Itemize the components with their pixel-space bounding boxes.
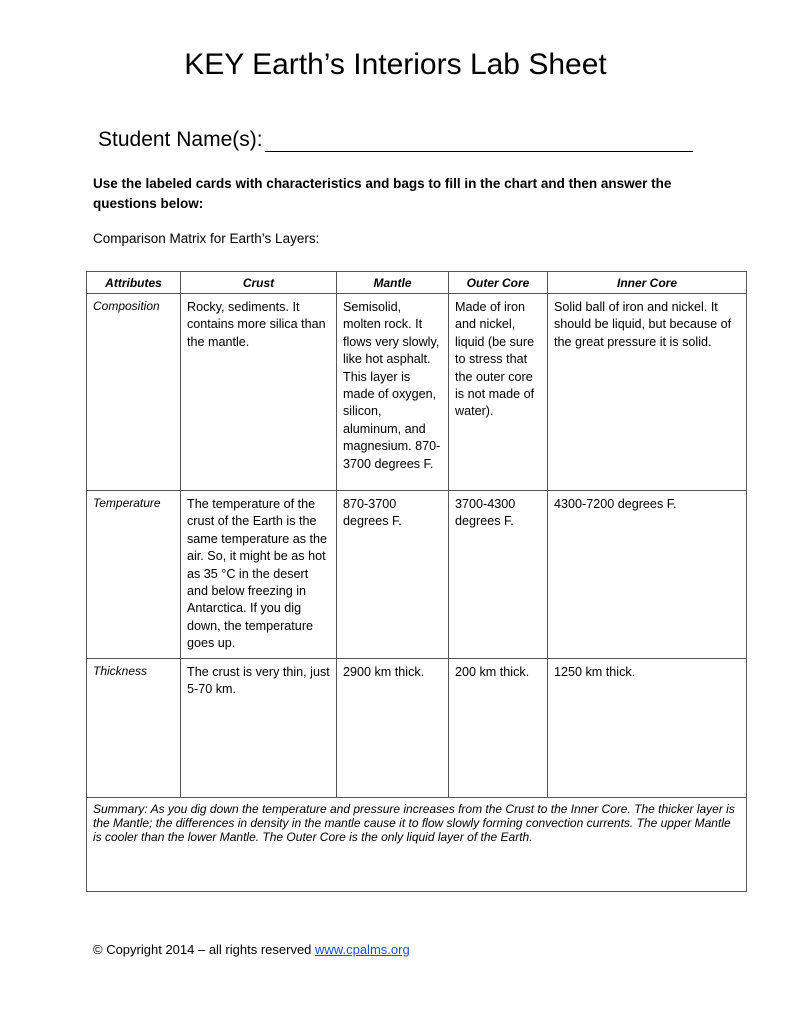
comparison-matrix — [86, 271, 747, 892]
header-row — [87, 272, 747, 294]
attribute-cell: Temperature — [87, 491, 181, 659]
crust-cell: The crust is very thin, just 5-70 km. — [181, 658, 337, 797]
outer-core-cell: 200 km thick. — [449, 658, 548, 797]
summary-cell: Summary: As you dig down the temperature and pressure increases from the Crust to the Inner Core. The thicker layer is the Mantle; the differences in density in the mantle cause it to flow slowly forming convection currents. The upper Mantle is cooler than the lower Mantle. The Outer Core is the only liquid layer of the Earth. — [87, 797, 747, 891]
inner-core-cell: 4300-7200 degrees F. — [548, 491, 747, 659]
crust-cell: Rocky, sediments. It contains more silica than the mantle. — [181, 294, 337, 491]
cpalms-link[interactable]: www.cpalms.org — [315, 942, 410, 957]
inner-core-cell: Solid ball of iron and nickel. It should be liquid, but because of the great pressure it is solid. — [548, 294, 747, 491]
table-row-summary — [87, 797, 747, 891]
instructions: Use the labeled cards with characteristics and bags to fill in the chart and then answer the questions below: — [93, 176, 672, 211]
attribute-cell: Composition — [87, 294, 181, 491]
crust-cell: The temperature of the crust of the Earth is the same temperature as the air. So, it might be as hot as 35 °C in the desert and below freezing in Antarctica. If you dig down, the temperature goes up. — [181, 491, 337, 659]
mantle-cell: Semisolid, molten rock. It flows very slowly, like hot asphalt. This layer is made of oxygen, silicon, aluminum, and magnesium. 870-3700 degrees F. — [337, 294, 449, 491]
header-outer-core: Outer Core — [449, 272, 548, 294]
student-name-label: Student Name(s): — [98, 128, 263, 151]
mantle-cell: 2900 km thick. — [337, 658, 449, 797]
table-row-temperature — [87, 491, 747, 659]
student-name-blank — [265, 129, 693, 152]
table-row-composition — [87, 294, 747, 491]
page-title: KEY Earth’s Interiors Lab Sheet — [184, 48, 607, 81]
student-name-row — [98, 128, 693, 152]
matrix-label: Comparison Matrix for Earth’s Layers: — [93, 231, 320, 246]
header-crust: Crust — [181, 272, 337, 294]
header-attributes: Attributes — [87, 272, 181, 294]
outer-core-cell: Made of iron and nickel, liquid (be sure to stress that the outer core is not made of water). — [449, 294, 548, 491]
copyright-text: © Copyright 2014 – all rights reserved — [93, 942, 316, 957]
table-row-thickness — [87, 658, 747, 797]
header-mantle: Mantle — [337, 272, 449, 294]
footer — [93, 942, 410, 957]
attribute-cell: Thickness — [87, 658, 181, 797]
inner-core-cell: 1250 km thick. — [548, 658, 747, 797]
header-inner-core: Inner Core — [548, 272, 747, 294]
outer-core-cell: 3700-4300 degrees F. — [449, 491, 548, 659]
mantle-cell: 870-3700 degrees F. — [337, 491, 449, 659]
